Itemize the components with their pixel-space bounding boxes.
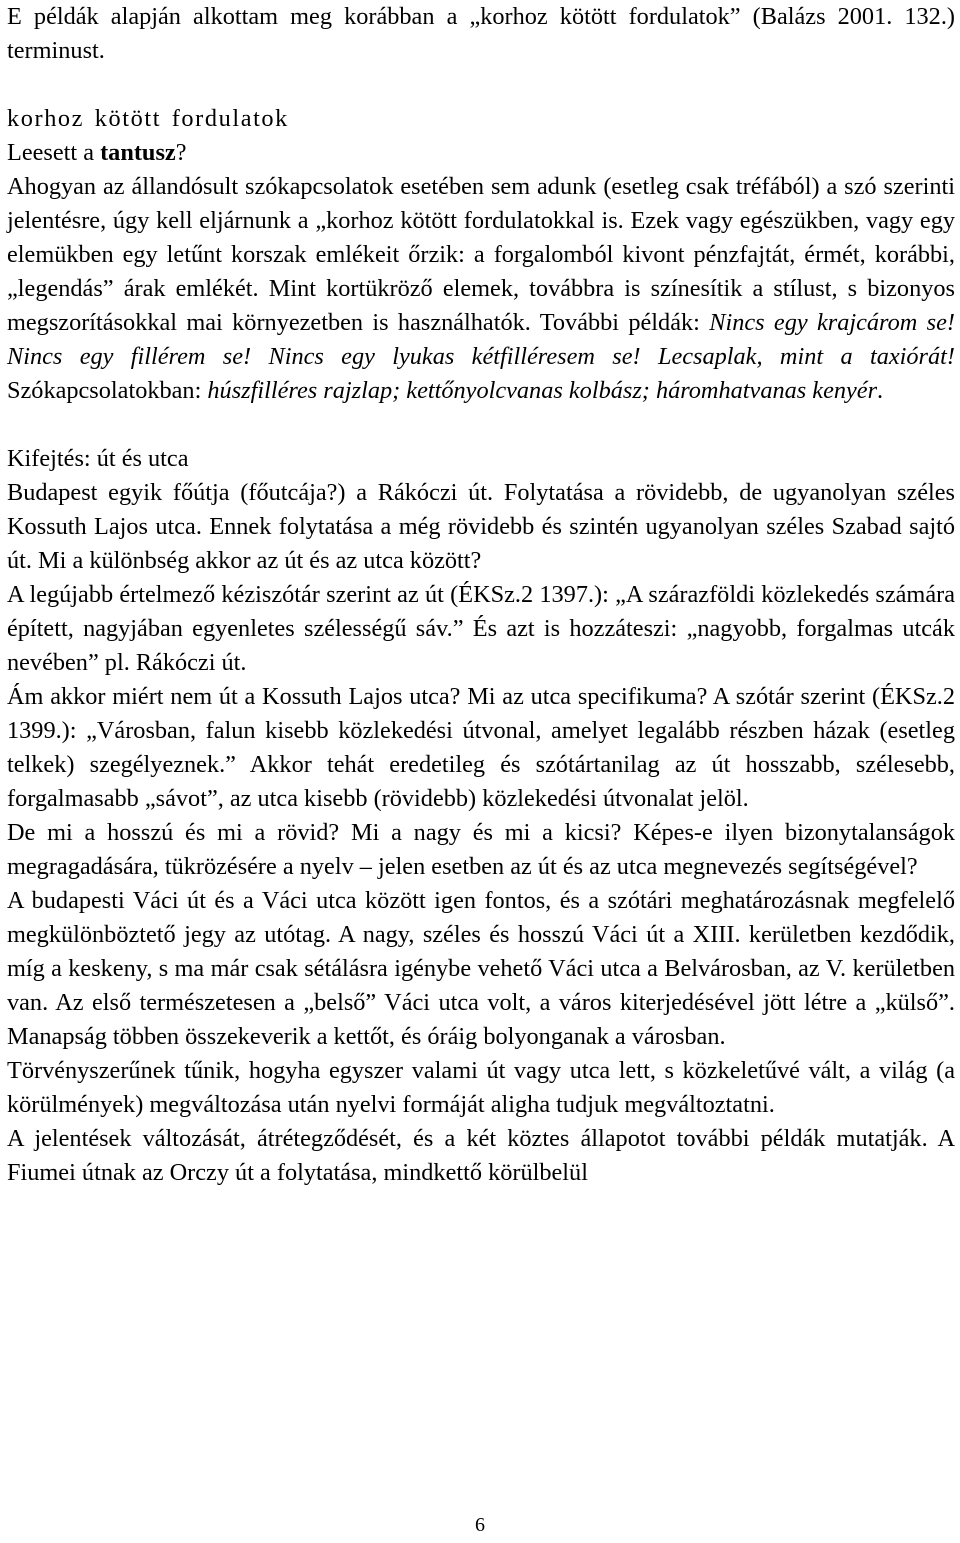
paragraph-kossuth: Ám akkor miért nem út a Kossuth Lajos utca? Mi az utca specifikuma? A szótár szerint (ÉKSz.2 1399.): „Városban, falun kisebb közlekedési útvonal, amelyet legalább részben házak (esetleg telkek) szegélyeznek.” Akkor tehát eredetileg és szótártanilag az út hosszabb, szélesebb, forgalmasabb „sávot”, az utca kisebb (rövidebb) közlekedési útvonalat jelöl. — [7, 683, 955, 812]
example-phrase: Nincs egy fillérem se! — [7, 343, 252, 370]
document-page — [7, 0, 955, 1190]
page-number: 6 — [475, 1514, 485, 1536]
section-subheading-tantusz — [7, 136, 955, 170]
paragraph-ertelmezo: A legújabb értelmező kéziszótár szerint az út (ÉKSz.2 1397.): „A szárazföldi közlekedés számára épített, nagyjában egyenletes szélességű sáv.” És azt is hozzáteszi: „nagyobb, forgalmas utcák nevében” pl. Rákóczi út. — [7, 581, 955, 676]
spacer — [7, 408, 955, 442]
spacer — [7, 68, 955, 102]
example-phrase: húszfilléres rajzlap; kettőnyolcvanas kolbász; háromhatvanas kenyér — [207, 377, 878, 404]
paragraph-text: Ahogyan az állandósult szókapcsolatok esetében sem adunk (esetleg csak tréfából) a szó szerinti jelentésre, úgy kell eljárnunk a „korhoz kötött fordulatokkal is. Ezek vagy egészükben, vagy egy elemükben egy letűnt korszak emlékeit őrzik: a forgalomból kivont pénzfajtát, érmét, korábbi, „legendás” árak emlékét. Mint kortükröző elemek, továbbra is színesítik a stílust, s bizonyos megszorításokkal mai környezetben is használhatók. További példák: — [7, 173, 955, 336]
example-phrase: Lecsaplak, mint a taxiórát! — [657, 343, 955, 370]
paragraph-text: . — [877, 377, 884, 404]
paragraph-korhoz — [7, 170, 955, 408]
paragraph-text: Szókapcsolatokban: — [7, 377, 208, 404]
paragraph-torvenyszeru: Törvényszerűnek tűnik, hogyha egyszer valami út vagy utca lett, s közkeletűvé vált, a világ (a körülmények) megváltozása után nyelvi formáját aligha tudjuk megváltoztatni. — [7, 1057, 955, 1118]
intro-paragraph: E példák alapján alkottam meg korábban a „korhoz kötött fordulatok” (Balázs 2001. 132.) terminust. — [7, 3, 955, 64]
subheading-pre: Leesett a — [7, 139, 101, 166]
section-heading-korhoz: korhoz kötött fordulatok — [7, 105, 289, 132]
example-phrase: Nincs egy krajcárom se! — [709, 309, 955, 336]
subheading-bold: tantusz — [100, 139, 176, 166]
paragraph-hosszu-rovid: De mi a hosszú és mi a rövid? Mi a nagy és mi a kicsi? Képes-e ilyen bizonytalanságok megragadására, tükrözésére a nyelv – jelen esetben az út és az utca megnevezés segítségével? — [7, 819, 955, 880]
paragraph-vaci: A budapesti Váci út és a Váci utca között igen fontos, és a szótári meghatározásnak megfelelő megkülönböztető jegy az utótag. A nagy, széles és hosszú Váci út a XIII. kerületben kezdődik, míg a keskeny, s ma már csak sétálásra igénybe vehető Váci utca a Belvárosban, az V. kerületben van. Az első természetesen a „belső” Váci utca volt, a város kiterjedésével jött létre a „külső”. Manapság többen összekeverik a kettőt, és óráig bolyonganak a városban. — [7, 887, 955, 1050]
subheading-post: ? — [175, 139, 187, 166]
example-phrase: Nincs egy lyukas kétfilléresem se! — [268, 343, 641, 370]
paragraph-jelentesek: A jelentések változását, átrétegződését, és a két köztes állapotot további példák mutatják. A Fiumei útnak az Orczy út a folytatása, mindkettő körülbelül — [7, 1125, 955, 1186]
paragraph-budapest: Budapest egyik főútja (főutcája?) a Rákóczi út. Folytatása a rövidebb, de ugyanolyan széles Kossuth Lajos utca. Ennek folytatása a még rövidebb és szintén ugyanolyan széles Szabad sajtó út. Mi a különbség akkor az út és az utca között? — [7, 479, 955, 574]
section-heading-ut-es-utca: Kifejtés: út és utca — [7, 445, 189, 472]
